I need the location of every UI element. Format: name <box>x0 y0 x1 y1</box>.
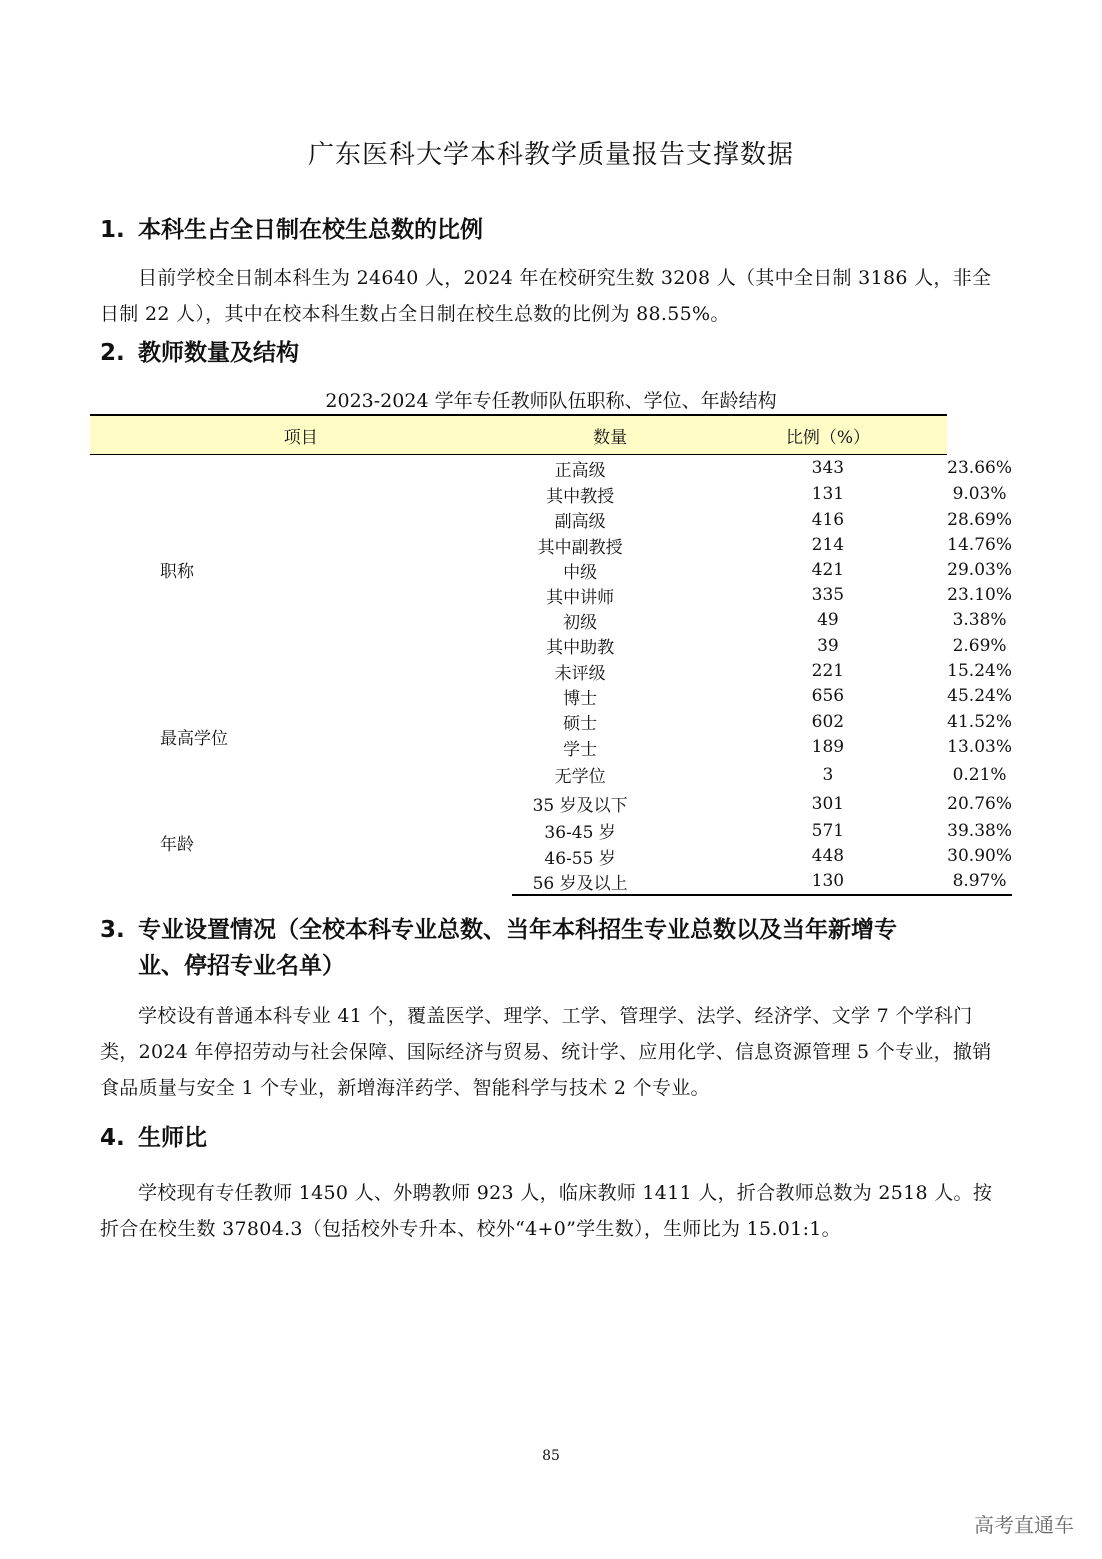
row-count: 130 <box>709 869 948 895</box>
row-item: 46-55 岁 <box>544 848 616 869</box>
row-item: 学士 <box>563 739 598 760</box>
watermark: 高考直通车 <box>974 1513 1074 1537</box>
row-ratio: 41.52% <box>947 711 1012 732</box>
section-4-heading <box>100 1120 207 1156</box>
table-header-row <box>90 415 1012 455</box>
section-2-number: 2. <box>100 340 125 366</box>
section-4-title: 生师比 <box>138 1125 207 1151</box>
header-item: 项目 <box>90 415 512 455</box>
row-count: 448 <box>811 846 845 866</box>
table-caption: 2023-2024 学年专任教师队伍职称、学位、年龄结构 <box>325 390 777 412</box>
row-ratio: 45.24% <box>947 686 1012 706</box>
row-item: 其中助教 <box>546 638 615 658</box>
row-count: 421 <box>811 560 845 580</box>
row-count: 343 <box>811 458 845 479</box>
row-item: 36-45 岁 <box>544 823 616 843</box>
group-label: 最高学位 <box>160 729 228 749</box>
header-count: 数量 <box>512 415 709 455</box>
section-1-title: 本科生占全日制在校生总数的比例 <box>138 217 483 243</box>
row-item: 其中教授 <box>546 486 615 507</box>
page-number: 85 <box>542 1448 560 1464</box>
row-count: 131 <box>811 484 845 504</box>
row-count: 335 <box>811 585 845 605</box>
table-row <box>90 455 1012 482</box>
row-count: 602 <box>811 711 845 732</box>
section-4-number: 4. <box>100 1125 125 1151</box>
row-ratio: 29.03% <box>947 560 1012 580</box>
row-item: 其中讲师 <box>546 587 615 608</box>
row-count: 49 <box>817 610 839 630</box>
row-count: 189 <box>811 737 845 757</box>
row-item: 中级 <box>563 562 598 583</box>
row-ratio: 2.69% <box>952 635 1007 656</box>
group-label: 年龄 <box>160 834 194 855</box>
row-count: 3 <box>822 764 834 785</box>
row-ratio: 39.38% <box>947 820 1012 841</box>
row-count: 214 <box>811 535 845 555</box>
row-item: 正高级 <box>554 460 606 481</box>
section-3-title-line1: 专业设置情况（全校本科专业总数、当年本科招生专业总数以及当年新增专 <box>138 917 897 943</box>
row-count: 39 <box>817 635 839 656</box>
document-title: 广东医科大学本科教学质量报告支撑数据 <box>307 140 794 170</box>
row-ratio: 23.66% <box>947 458 1012 478</box>
row-count: 571 <box>811 820 845 841</box>
section-1-number: 1. <box>100 217 125 243</box>
section-3-number: 3. <box>100 917 125 943</box>
table-row <box>90 790 1012 818</box>
row-item: 无学位 <box>554 767 606 787</box>
table-row <box>90 684 1012 709</box>
row-ratio: 23.10% <box>947 585 1012 605</box>
section-1-heading <box>100 212 483 248</box>
row-ratio: 9.03% <box>952 484 1007 504</box>
row-ratio: 30.90% <box>947 846 1012 866</box>
group-label: 职称 <box>160 561 194 582</box>
row-item: 其中副教授 <box>537 537 623 558</box>
row-count: 221 <box>811 661 845 681</box>
row-item: 56 岁及以上 <box>482 869 679 895</box>
section-2-heading <box>100 335 299 371</box>
row-item: 初级 <box>563 612 598 633</box>
section-3-title-line2: 业、停招专业名单） <box>138 953 345 979</box>
row-ratio: 8.97% <box>947 869 1012 895</box>
section-4-paragraph: 学校现有专任教师 1450 人、外聘教师 923 人，临床教师 1411 人，折合教师总数为 2518 人。按折合在校生数 37804.3（包括校外专升本、校外“4+0”学生数），生师比为 15.01:1。 <box>100 1182 993 1240</box>
row-item: 35 岁及以下 <box>532 796 628 816</box>
teacher-structure-table <box>90 414 1012 896</box>
row-count: 656 <box>811 686 845 706</box>
section-2-title: 教师数量及结构 <box>138 340 299 366</box>
row-item: 未评级 <box>554 663 606 684</box>
row-count: 416 <box>811 509 845 530</box>
row-ratio: 0.21% <box>952 764 1007 785</box>
row-ratio: 15.24% <box>947 661 1012 681</box>
row-item: 硕士 <box>563 714 598 734</box>
row-item: 博士 <box>563 688 598 709</box>
section-3-heading <box>100 912 1010 984</box>
row-item: 副高级 <box>554 512 606 532</box>
section-3-paragraph: 学校设有普通本科专业 41 个，覆盖医学、理学、工学、管理学、法学、经济学、文学 7 个学科门类，2024 年停招劳动与社会保障、国际经济与贸易、统计学、应用化学、信息资源管理 5 个专业，撤销食品质量与安全 1 个专业，新增海洋药学、智能科学与技术 2 个专业。 <box>100 1005 992 1099</box>
header-ratio: 比例（%） <box>709 415 948 455</box>
row-ratio: 14.76% <box>947 535 1012 555</box>
row-ratio: 28.69% <box>947 509 1012 530</box>
row-count: 301 <box>811 793 845 814</box>
row-ratio: 3.38% <box>952 610 1007 630</box>
row-ratio: 13.03% <box>947 737 1012 757</box>
section-1-paragraph: 目前学校全日制本科生为 24640 人，2024 年在校研究生数 3208 人（其中全日制 3186 人，非全日制 22 人），其中在校本科生数占全日制在校生总数的比例为 88.55%。 <box>100 267 992 325</box>
row-ratio: 20.76% <box>947 793 1012 814</box>
